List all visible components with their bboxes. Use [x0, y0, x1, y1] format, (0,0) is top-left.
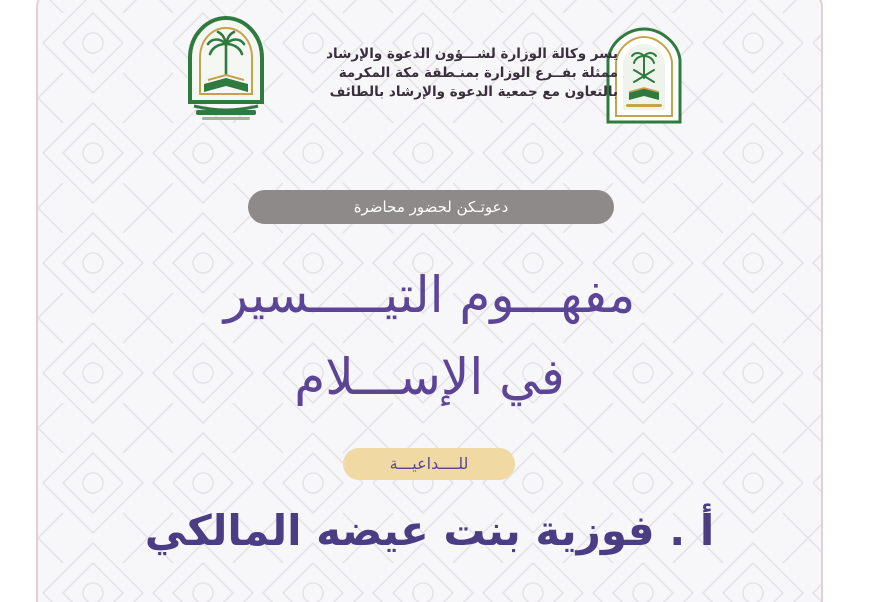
invitation-badge: دعوتـكن لحضور محاضرة: [248, 190, 614, 224]
dawah-association-logo: [180, 14, 272, 124]
lecture-title-line-1: مفهـــوم التيـــــسير: [223, 266, 636, 324]
organizer-statement: [268, 45, 618, 102]
invitation-poster: [36, 0, 823, 602]
organizer-line-3: بالتعاون مع جمعية الدعوة والإرشاد بالطائف: [329, 84, 618, 100]
lecture-title-line-2: في الإســـلام: [294, 348, 565, 406]
speaker-label-badge: للــــداعيـــة: [343, 448, 515, 480]
organizer-line-2: ممثلة بفــرع الوزارة بمنـطقة مكة المكرمة: [338, 65, 618, 81]
speaker-name: أ . فوزية بنت عيضه المالكي: [144, 506, 715, 555]
organizer-line-1: يسر وكالة الوزارة لشـــؤون الدعوة والإرشاد: [326, 46, 618, 62]
